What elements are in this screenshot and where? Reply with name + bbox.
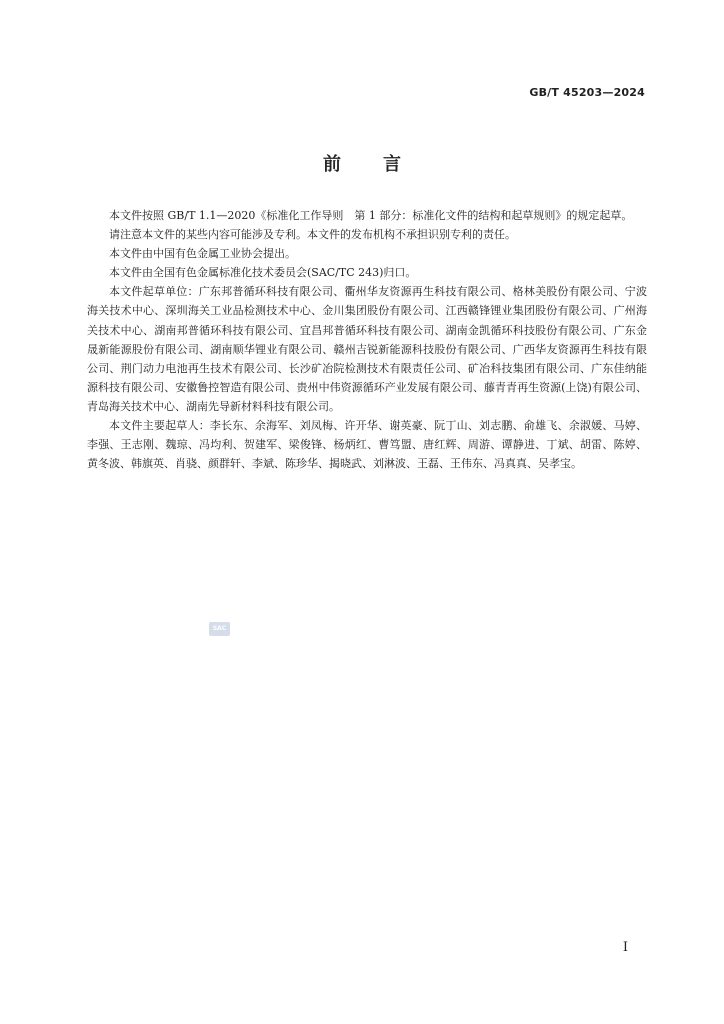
page-number: I — [622, 940, 628, 955]
paragraph-drafting-units: 本文件起草单位：广东邦普循环科技有限公司、衢州华友资源再生科技有限公司、格林美股份有限公司、宁波海关技术中心、深圳海关工业品检测技术中心、金川集团股份有限公司、江西赣锋锂业集团股份有限公司、广州海关技术中心、湖南邦普循环科技有限公司、宜昌邦普循环科技有限公司、湖南金凯循环科技股份有限公司、广东金晟新能源股份有限公司、湖南顺华锂业有限公司、赣州吉锐新能源科技股份有限公司、广西华友资源再生科技有限公司、荆门动力电池再生技术有限公司、长沙矿冶院检测技术有限责任公司、矿冶科技集团有限公司、广东佳纳能源科技有限公司、安徽鲁控智造有限公司、贵州中伟资源循环产业发展有限公司、藤青青再生资源(上饶)有限公司、青岛海关技术中心、湖南先导新材料科技有限公司。 — [87, 285, 647, 413]
standard-code: GB/T 45203—2024 — [529, 86, 645, 99]
paragraph-drafting-rules: 本文件按照 GB/T 1.1—2020《标准化工作导则 第 1 部分：标准化文件的结构和起草规则》的规定起草。 — [109, 209, 633, 222]
paragraph-patent-notice: 请注意本文件的某些内容可能涉及专利。本文件的发布机构不承担识别专利的责任。 — [109, 228, 516, 242]
page-title: 前言 — [323, 154, 443, 175]
paragraph-technical-committee: 本文件由全国有色金属标准化技术委员会(SAC/TC 243)归口。 — [109, 266, 417, 280]
paragraph-proposer: 本文件由中国有色金属工业协会提出。 — [109, 247, 296, 261]
sac-watermark-logo: SAC — [209, 622, 230, 636]
foreword-content — [87, 206, 647, 473]
paragraph-drafters: 本文件主要起草人：李长东、余海军、刘凤梅、许开华、谢英豪、阮丁山、刘志鹏、俞雄飞、余淑媛、马婷、李强、王志刚、魏琼、冯均利、贺建军、梁俊锋、杨炳红、曹笃盟、唐红辉、周游、谭静进、丁斌、胡雷、陈婷、黄冬波、韩旗英、肖骁、颜群轩、李斌、陈珍华、揭晓武、刘淋波、王磊、王伟东、冯真真、吴孝宝。 — [87, 419, 647, 471]
